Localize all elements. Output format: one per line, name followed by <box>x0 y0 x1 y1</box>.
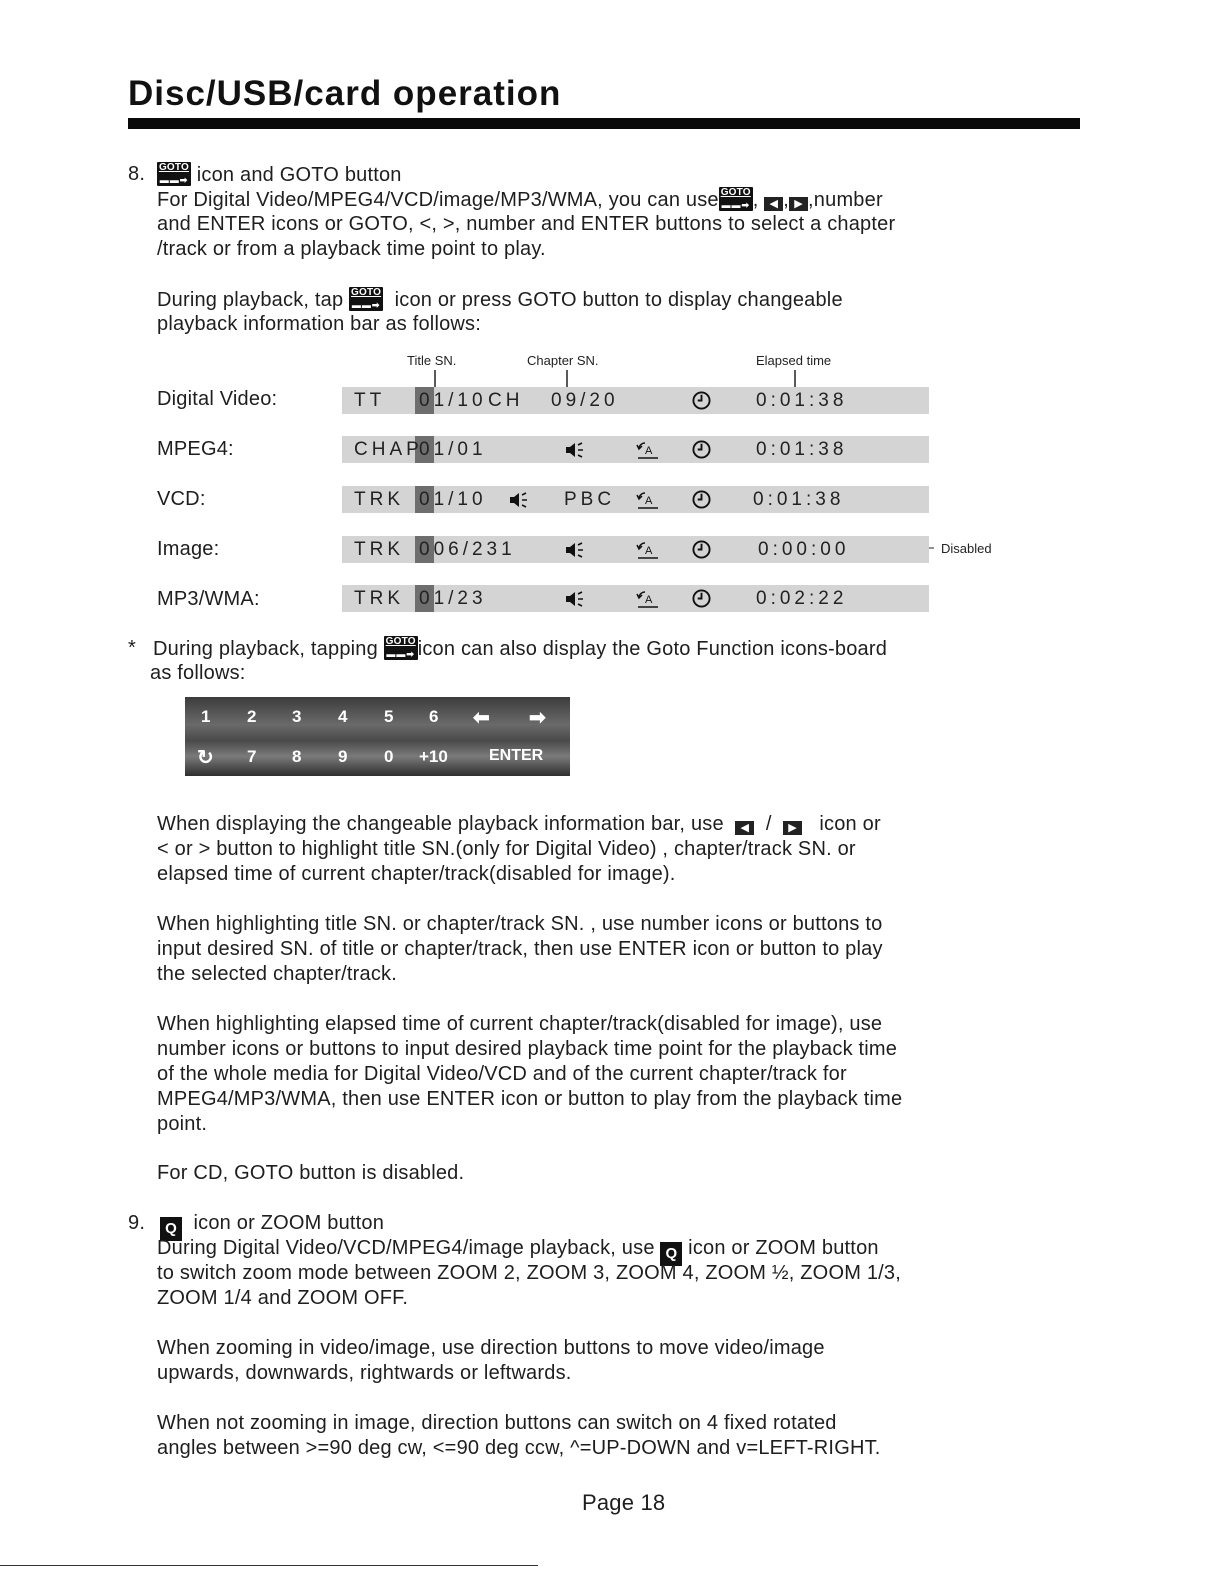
para-c-line1: When highlighting elapsed time of current chapter/track(disabled for image), use <box>157 1013 883 1035</box>
para-b-line3: the selected chapter/track. <box>157 963 397 985</box>
board-key-5[interactable]: 5 <box>384 707 394 726</box>
section-9-p3-line1: When not zooming in image, direction buttons can switch on 4 fixed rotated <box>157 1412 837 1434</box>
bar-elapsed-time: 0:01:38 <box>753 489 845 510</box>
info-bar-vcd <box>342 486 929 513</box>
page-title: Disc/USB/card operation <box>128 74 562 113</box>
right-arrow-icon: ▶ <box>783 821 802 835</box>
svg-text:A: A <box>645 495 653 507</box>
para-a-line2: < or > button to highlight title SN.(only for Digital Video) , chapter/track SN. or <box>157 838 856 860</box>
bar-chapter-tag: CH <box>488 390 524 411</box>
bar-track-tag: TRK <box>354 539 404 560</box>
bar-pbc-tag: PBC <box>564 489 616 510</box>
board-key-6[interactable]: 6 <box>429 707 439 726</box>
elapsed-time-label: Elapsed time <box>756 353 832 368</box>
bar-chapter-tag: CHAP <box>354 439 423 460</box>
section-8-p1-line1: For Digital Video/MPEG4/VCD/image/MP3/WMA, you can use GOTO ▬▬➡ , ◀ , ▶ ,number <box>157 187 883 211</box>
section-9-p1-line1: During Digital Video/VCD/MPEG4/image playback, use Q icon or ZOOM button <box>157 1236 879 1266</box>
svg-text:A: A <box>645 445 653 457</box>
para-a-line3: elapsed time of current chapter/track(disabled for image). <box>157 863 676 885</box>
row-label-vcd: VCD: <box>157 488 206 510</box>
section-8-heading: icon and GOTO button <box>196 164 402 186</box>
bar-elapsed-time: 0:02:22 <box>756 588 848 609</box>
disabled-label: Disabled <box>941 541 992 556</box>
page-number: Page 18 <box>582 1490 666 1515</box>
section-8-heading-line <box>157 162 402 188</box>
right-arrow-icon: ▶ <box>789 197 808 211</box>
board-key-3[interactable]: 3 <box>292 707 302 726</box>
goto-function-icons-board[interactable] <box>185 697 570 776</box>
repeat-icon <box>636 440 660 460</box>
para-c-line2: number icons or buttons to input desired playback time point for the playback time <box>157 1038 898 1060</box>
bar-elapsed-time: 0:00:00 <box>758 539 850 560</box>
info-bar-digital-video <box>342 387 929 414</box>
section-8-p1-line2: and ENTER icons or GOTO, <, >, number and ENTER buttons to select a chapter <box>157 213 896 235</box>
goto-icon: GOTO ▬▬➡ <box>385 636 416 659</box>
row-label-mp3-wma: MP3/WMA: <box>157 588 260 610</box>
info-bar-mp3-wma <box>342 585 929 612</box>
clock-icon <box>692 440 711 459</box>
para-c-line5: point. <box>157 1113 208 1135</box>
clock-icon <box>692 391 711 410</box>
star-line1: During playback, tapping GOTO ▬▬➡ icon can also display the Goto Function icons-board <box>153 636 888 660</box>
board-key-7[interactable]: 7 <box>247 747 257 766</box>
board-key-8[interactable]: 8 <box>292 747 302 766</box>
bar-track-tag: TRK <box>354 489 404 510</box>
para-b-line1: When highlighting title SN. or chapter/track SN. , use number icons or buttons to <box>157 913 883 935</box>
goto-icon: GOTO ▬▬➡ <box>720 187 751 210</box>
para-c-line4: MPEG4/MP3/WMA, then use ENTER icon or button to play from the playback time <box>157 1088 903 1110</box>
row-label-mpeg4: MPEG4: <box>157 438 234 460</box>
board-key-4[interactable]: 4 <box>338 707 348 726</box>
para-a-line1: When displaying the changeable playback information bar, use ◀ / ▶ icon or <box>157 813 881 835</box>
section-8-p1-line3: /track or from a playback time point to play. <box>157 238 546 260</box>
row-label-image: Image: <box>157 538 220 560</box>
repeat-icon <box>636 540 660 560</box>
section-8-number: 8. <box>128 163 146 185</box>
board-key-1[interactable]: 1 <box>201 707 211 726</box>
goto-icon: GOTO ▬▬➡ <box>351 287 382 310</box>
bar-track-sn: 01/23 <box>419 588 487 609</box>
section-8-p2-line1: During playback, tap GOTO ▬▬➡ icon or press GOTO button to display changeable <box>157 287 843 311</box>
bar-chapter-sn: 09/20 <box>551 390 619 411</box>
row-label-digital-video: Digital Video: <box>157 388 278 410</box>
board-return-icon[interactable]: ↻ <box>197 747 214 769</box>
left-arrow-icon: ◀ <box>735 821 754 835</box>
info-bar-mpeg4 <box>342 436 929 463</box>
repeat-icon <box>636 589 660 609</box>
para-b-line2: input desired SN. of title or chapter/track, then use ENTER icon or button to play <box>157 938 883 960</box>
repeat-icon <box>636 490 660 510</box>
section-9-number: 9. <box>128 1212 146 1234</box>
title-rule <box>128 118 1080 129</box>
svg-text:A: A <box>645 545 653 557</box>
bar-elapsed-time: 0:01:38 <box>756 390 848 411</box>
para-c-line3: of the whole media for Digital Video/VCD and of the current chapter/track for <box>157 1063 847 1085</box>
clock-icon <box>692 589 711 608</box>
board-key-plus10[interactable]: +10 <box>419 747 448 766</box>
bar-track-sn: 006/231 <box>419 539 516 560</box>
section-9-p1-line3: ZOOM 1/4 and ZOOM OFF. <box>157 1287 409 1309</box>
clock-icon <box>692 490 711 509</box>
board-key-9[interactable]: 9 <box>338 747 348 766</box>
svg-text:A: A <box>645 594 653 606</box>
left-arrow-icon: ◀ <box>764 197 783 211</box>
section-9-p1-line2: to switch zoom mode between ZOOM 2, ZOOM 3, ZOOM 4, ZOOM ½, ZOOM 1/3, <box>157 1262 901 1284</box>
bar-title-tag: TT <box>354 390 386 411</box>
info-bar-image <box>342 536 929 563</box>
zoom-icon: Q <box>660 1242 682 1266</box>
para-d-line1: For CD, GOTO button is disabled. <box>157 1162 465 1184</box>
bar-chapter-sn: 01/01 <box>419 439 487 460</box>
section-9-p2-line2: upwards, downwards, rightwards or leftwards. <box>157 1362 572 1384</box>
section-9-heading: icon or ZOOM button <box>193 1212 385 1234</box>
audio-icon <box>508 490 530 510</box>
board-right-arrow-icon[interactable]: ➡ <box>529 707 546 729</box>
section-9-p2-line1: When zooming in video/image, use direction buttons to move video/image <box>157 1337 825 1359</box>
section-8-p2-line2: playback information bar as follows: <box>157 313 482 335</box>
bar-elapsed-time: 0:01:38 <box>756 439 848 460</box>
title-sn-label: Title SN. <box>407 353 457 368</box>
zoom-icon: Q <box>160 1217 182 1241</box>
star-mark: * <box>128 637 136 659</box>
board-key-0[interactable]: 0 <box>384 747 394 766</box>
chapter-sn-label: Chapter SN. <box>527 353 599 368</box>
footer-rule <box>0 1565 538 1566</box>
bar-title-sn: 01/10 <box>419 390 487 411</box>
board-key-2[interactable]: 2 <box>247 707 257 726</box>
bar-track-tag: TRK <box>354 588 404 609</box>
audio-icon <box>564 540 586 560</box>
bar-track-sn: 01/10 <box>419 489 487 510</box>
goto-icon: GOTO ▬▬➡ <box>158 162 190 185</box>
board-enter-key[interactable]: ENTER <box>489 747 544 764</box>
clock-icon <box>692 540 711 559</box>
audio-icon <box>564 589 586 609</box>
section-9-p3-line2: angles between >=90 deg cw, <=90 deg ccw, ^=UP-DOWN and v=LEFT-RIGHT. <box>157 1437 881 1459</box>
star-line2: as follows: <box>150 662 246 684</box>
board-left-arrow-icon[interactable]: ⬅ <box>473 707 490 729</box>
audio-icon <box>564 440 586 460</box>
